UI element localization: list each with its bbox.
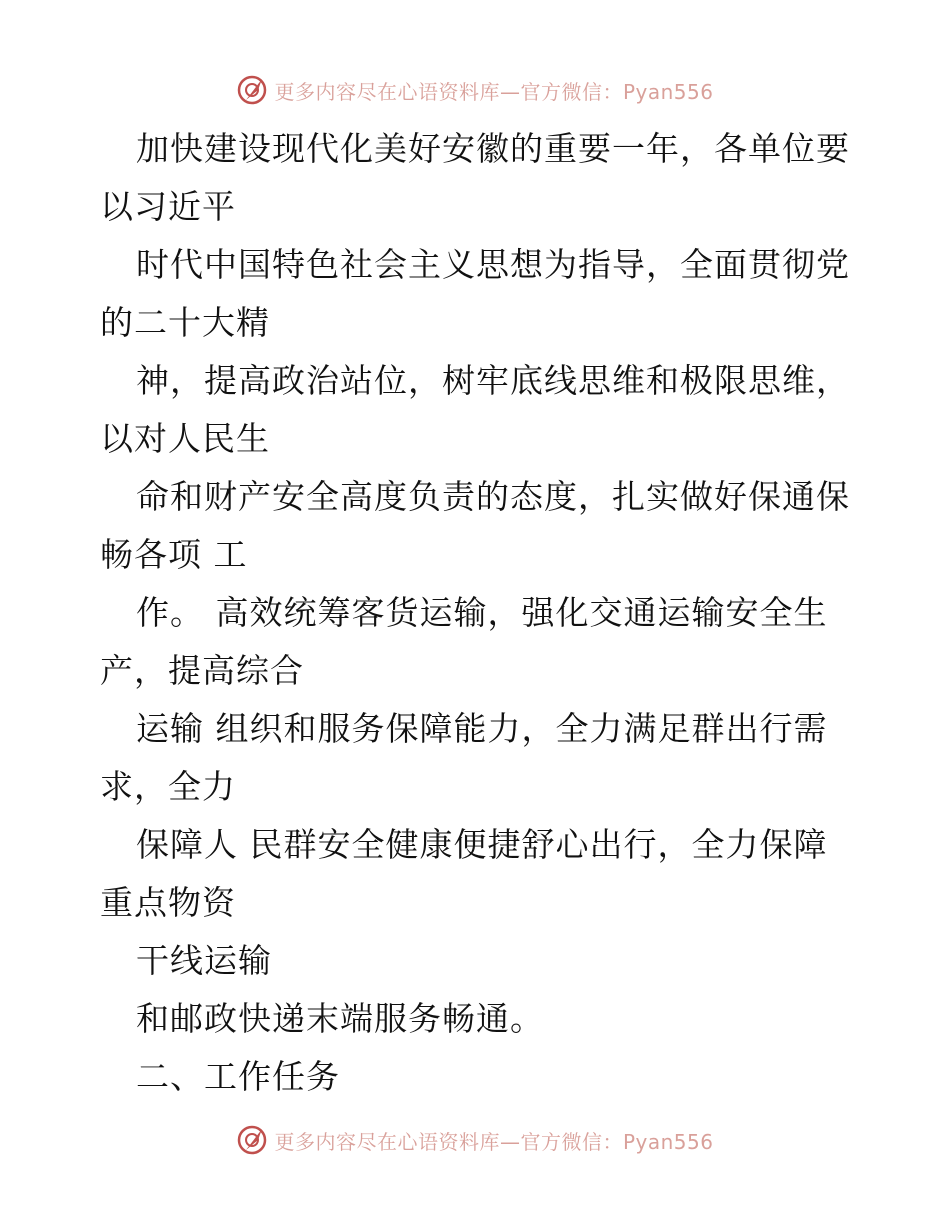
quill-seal-icon	[236, 74, 268, 106]
document-body	[100, 120, 880, 1106]
text-line: 时代中国特色社会主义思想为指导，全面贯彻党	[136, 245, 850, 284]
text-line: 神，提高政治站位，树牢底线思维和极限思维，	[136, 361, 850, 400]
text-line: 的二十大精	[100, 303, 270, 342]
text-line: 和邮政快递末端服务畅通。	[136, 999, 544, 1038]
text-line: 求，全力	[100, 767, 236, 806]
text-line: 运输 组织和服务保障能力，全力满足群出行需	[136, 709, 828, 748]
footer-watermark	[0, 1120, 950, 1160]
text-line: 干线运输	[136, 941, 272, 980]
text-line: 产，提高综合	[100, 651, 304, 690]
text-line: 畅各项 工	[100, 535, 248, 574]
text-line: 二、工作任务	[136, 1057, 340, 1096]
text-line: 以对人民生	[100, 419, 270, 458]
header-watermark	[0, 70, 950, 110]
text-line: 命和财产安全高度负责的态度，扎实做好保通保	[136, 477, 850, 516]
text-line: 以习近平	[100, 187, 236, 226]
text-line: 重点物资	[100, 883, 236, 922]
text-line: 保障人 民群安全健康便捷舒心出行，全力保障	[136, 825, 828, 864]
text-line: 作。 高效统筹客货运输，强化交通运输安全生	[136, 593, 828, 632]
quill-seal-icon	[236, 1124, 268, 1156]
watermark-text: 更多内容尽在心语资料库—官方微信：Pyan556	[274, 1129, 714, 1154]
text-line: 加快建设现代化美好安徽的重要一年，各单位要	[136, 129, 850, 168]
watermark-text: 更多内容尽在心语资料库—官方微信：Pyan556	[274, 79, 714, 104]
